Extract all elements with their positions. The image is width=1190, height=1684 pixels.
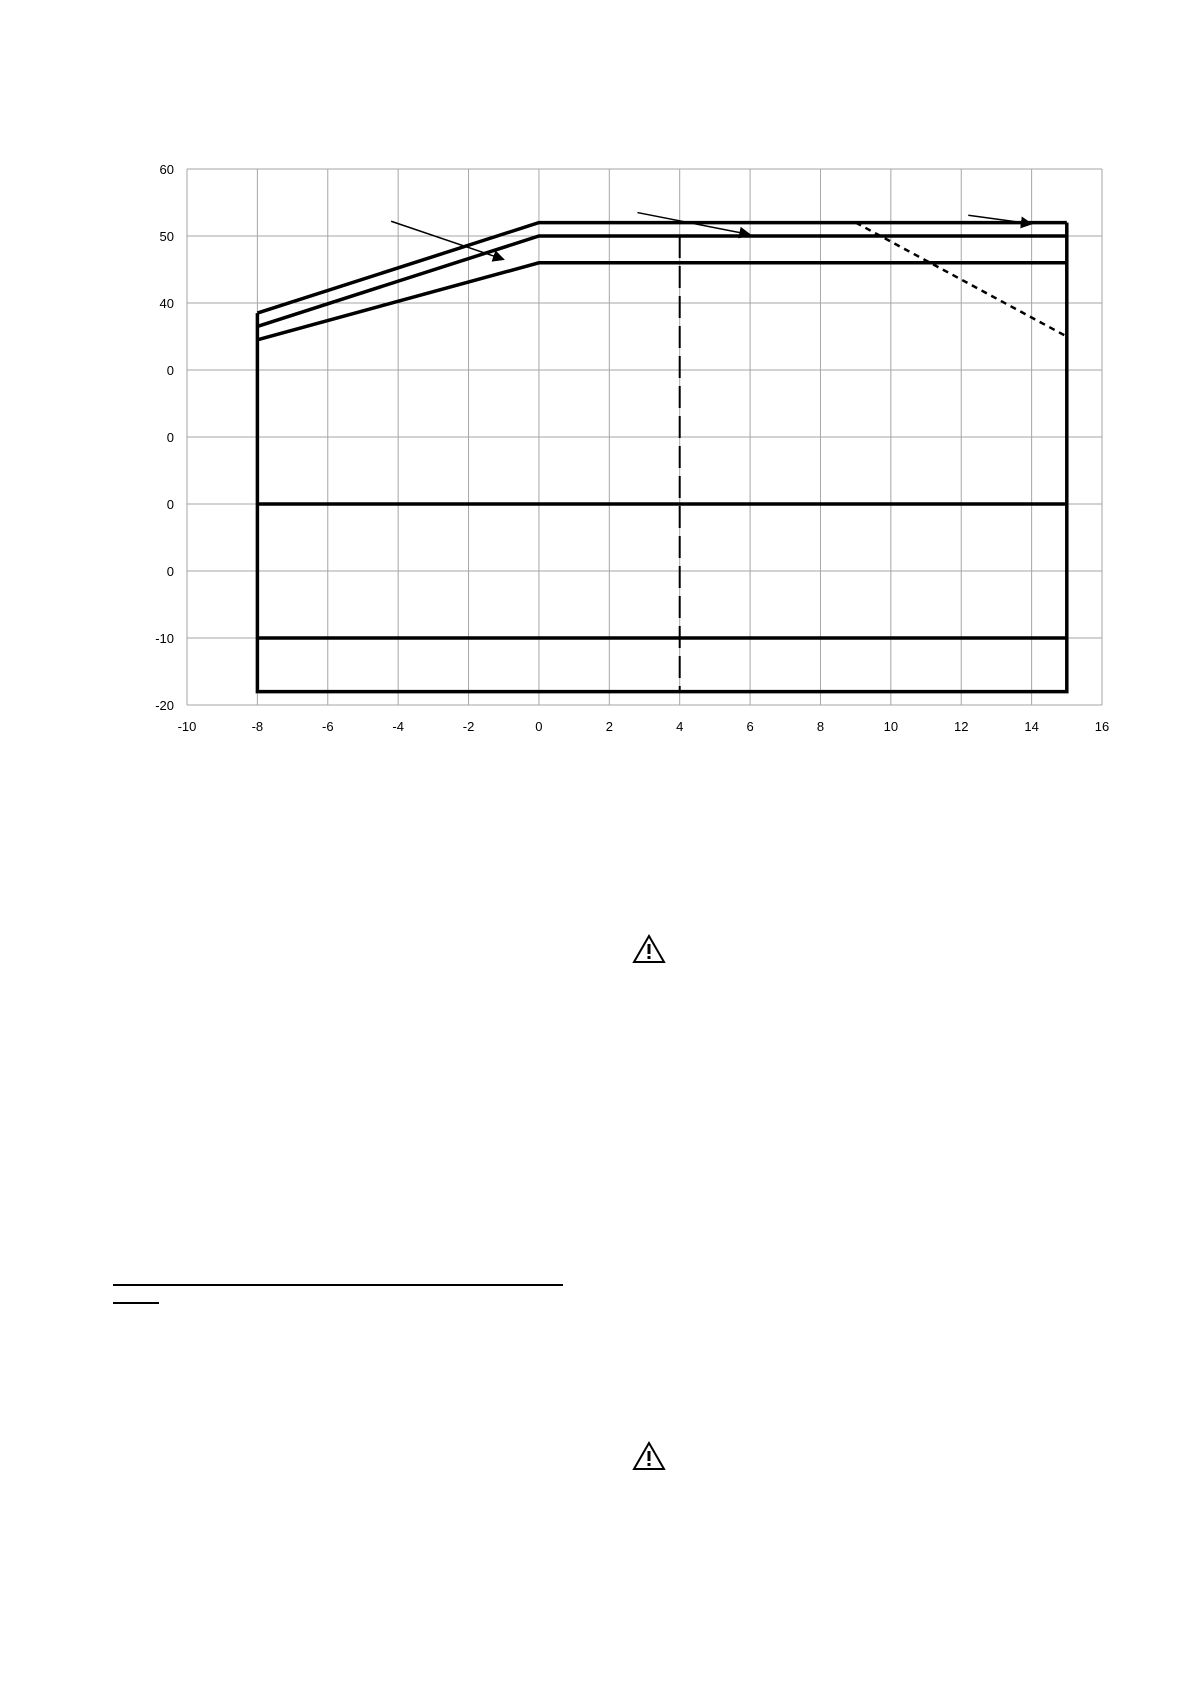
y-tick-label: 60: [159, 162, 174, 177]
y-tick-label: 0: [166, 363, 174, 378]
y-axis-ticks: [155, 162, 174, 713]
y-tick-label: -10: [155, 631, 174, 646]
x-tick-label: 0: [535, 719, 543, 734]
x-axis-ticks: [178, 719, 1110, 734]
y-tick-label: 0: [166, 497, 174, 512]
x-tick-label: 6: [746, 719, 754, 734]
y-tick-label: 40: [159, 296, 174, 311]
x-tick-label: 10: [883, 719, 899, 734]
x-tick-label: 8: [816, 719, 825, 734]
y-tick-label: 0: [166, 430, 174, 445]
x-tick-label: -2: [462, 719, 475, 734]
x-tick-label: 12: [953, 719, 969, 734]
series-line: [257, 223, 1066, 692]
x-tick-label: 2: [605, 719, 613, 734]
chart-series: [257, 223, 1066, 692]
footnote-separator: [113, 1284, 563, 1286]
footnote-separator-short: [113, 1302, 159, 1304]
x-tick-label: -10: [177, 719, 197, 734]
x-tick-label: -8: [251, 719, 264, 734]
y-tick-label: -20: [155, 698, 174, 713]
warning-triangle-icon: [632, 934, 666, 964]
chart-grid: [187, 169, 1102, 705]
x-tick-label: 4: [676, 719, 684, 734]
x-tick-label: -6: [321, 719, 334, 734]
x-tick-label: 16: [1094, 719, 1110, 734]
warning-triangle-icon: [632, 1441, 666, 1471]
x-tick-label: -4: [392, 719, 404, 734]
series-line: [257, 236, 1066, 326]
y-tick-label: 0: [166, 564, 174, 579]
x-tick-label: 14: [1024, 719, 1039, 734]
y-tick-label: 50: [159, 229, 174, 244]
